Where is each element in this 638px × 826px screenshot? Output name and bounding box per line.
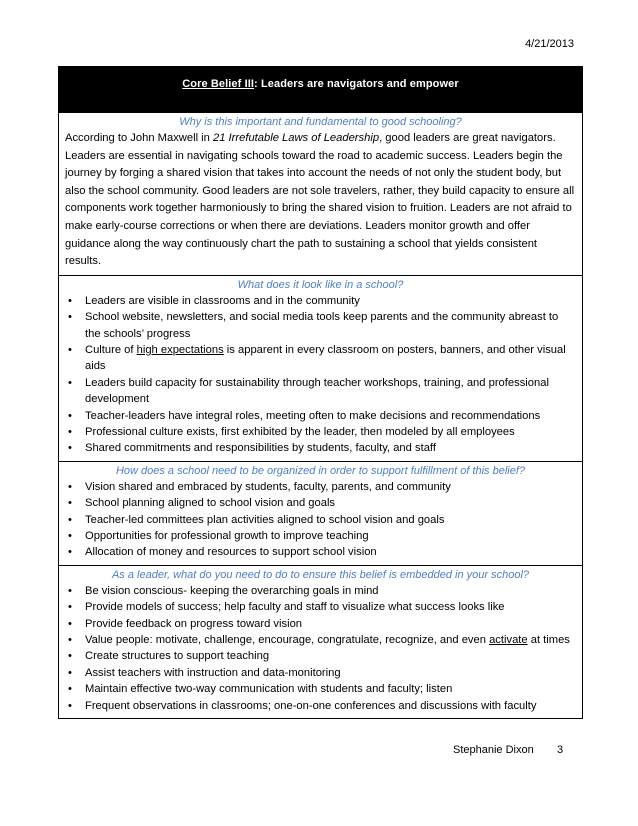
list-item bbox=[65, 632, 576, 648]
bullet-icon: • bbox=[68, 426, 72, 438]
bullet-icon: • bbox=[68, 634, 72, 647]
list-item-text: Teacher-led committees plan activities aligned to school vision and goals bbox=[85, 513, 445, 526]
para-text-rest: , good leaders are great navigators. Leaders are essential in navigating schools toward the road to academic success. Leaders begin the journey by forging a shared vision that takes into account the needs of not only the student body, but also the school community. Good leaders are not sole travelers, rather, they build capacity to ensure all components work together harmoniously to bring the shared vision to fruition. Leaders are not afraid to make early-course corrections or when there are deviations. Leaders monitor growth and offer guidance along the way continuously chart the path to sustaining a school that yields consistent results. bbox=[65, 132, 575, 268]
bullet-icon: • bbox=[68, 601, 72, 614]
section-look-like bbox=[59, 275, 582, 461]
list-item-text: School planning aligned to school vision and goals bbox=[85, 497, 336, 510]
list-item bbox=[65, 495, 576, 511]
bullet-icon: • bbox=[68, 546, 72, 559]
high-expectations-link[interactable]: high expectations bbox=[136, 343, 224, 356]
list-item bbox=[65, 479, 576, 495]
organized-list bbox=[65, 479, 576, 561]
list-item bbox=[65, 616, 576, 632]
list-item bbox=[65, 512, 576, 528]
list-item bbox=[65, 424, 576, 440]
section-why bbox=[59, 113, 582, 275]
list-item bbox=[65, 698, 576, 714]
bullet-icon: • bbox=[68, 530, 72, 543]
bullet-icon: • bbox=[68, 442, 72, 455]
list-item bbox=[65, 293, 576, 309]
bullet-icon: • bbox=[68, 409, 72, 422]
list-item bbox=[65, 408, 576, 424]
list-item-text: Vision shared and embraced by students, faculty, parents, and community bbox=[85, 480, 451, 493]
list-item-text: Allocation of money and resources to support school vision bbox=[85, 546, 377, 559]
bullet-icon: • bbox=[68, 513, 72, 526]
list-item bbox=[65, 309, 576, 342]
section-heading-why: Why is this important and fundamental to good schooling? bbox=[179, 116, 462, 128]
footer-page-number: 3 bbox=[557, 744, 564, 756]
list-item-text: Leaders build capacity for sustainability through teacher workshops, training, and professional development bbox=[85, 376, 549, 406]
bullet-icon: • bbox=[68, 650, 72, 663]
header-date: 4/21/2013 bbox=[525, 38, 574, 50]
bullet-icon: • bbox=[68, 683, 72, 696]
list-item-text: School website, newsletters, and social media tools keep parents and the community abreast to the schools’ progress bbox=[85, 311, 559, 340]
bullet-icon: • bbox=[68, 584, 72, 597]
section-heading-look-like: What does it look like in a school? bbox=[237, 278, 404, 291]
list-item-text: Culture of bbox=[85, 343, 137, 356]
list-item-text: Leaders are visible in classrooms and in the community bbox=[85, 294, 360, 307]
list-item-text: Provide models of success; help faculty and staff to visualize what success looks like bbox=[85, 601, 505, 614]
bullet-icon: • bbox=[68, 343, 72, 356]
book-title: 21 Irrefutable Laws of Leadership bbox=[213, 132, 380, 144]
section-heading-organized: How does a school need to be organized in order to support fulfillment of this belief? bbox=[115, 464, 526, 477]
list-item-text: Assist teachers with instruction and data-monitoring bbox=[85, 666, 341, 679]
bullet-icon: • bbox=[68, 294, 72, 307]
list-item-text: Provide feedback on progress toward vision bbox=[85, 617, 303, 630]
activate-link[interactable]: activate bbox=[489, 634, 528, 647]
list-item-text: Teacher-leaders have integral roles, meeting often to make decisions and recommendations bbox=[85, 409, 541, 422]
table-header-band bbox=[59, 67, 582, 113]
section-heading-leader-actions: As a leader, what do you need to do to ensure this belief is embedded in your school? bbox=[111, 568, 530, 581]
bullet-icon: • bbox=[68, 617, 72, 630]
list-item-text: Be vision conscious- keeping the overarching goals in mind bbox=[85, 584, 379, 597]
look-like-list bbox=[65, 293, 576, 457]
list-item-text: Professional culture exists, first exhibited by the leader, then modeled by all employees bbox=[85, 426, 515, 438]
para-text-start: According to John Maxwell in bbox=[65, 132, 213, 144]
list-item-text: is apparent in every classroom on posters, banners, and other visual aids bbox=[85, 343, 566, 373]
list-item-text: Value people: motivate, challenge, encourage, congratulate, recognize, and even bbox=[85, 634, 490, 647]
page-title bbox=[59, 78, 582, 90]
list-item-text: Frequent observations in classrooms; one-on-one conferences and discussions with faculty bbox=[85, 699, 537, 712]
list-item-text: Create structures to support teaching bbox=[85, 650, 270, 663]
section-leader-actions bbox=[59, 565, 582, 718]
list-item bbox=[65, 599, 576, 615]
list-item bbox=[65, 681, 576, 697]
list-item bbox=[65, 440, 576, 456]
list-item-text: at times bbox=[527, 634, 570, 647]
list-item-text: Opportunities for professional growth to improve teaching bbox=[85, 530, 369, 543]
bullet-icon: • bbox=[68, 480, 72, 493]
bullet-icon: • bbox=[68, 699, 72, 712]
list-item-text: Shared commitments and responsibilities by students, faculty, and staff bbox=[85, 442, 436, 455]
list-item bbox=[65, 665, 576, 681]
footer-author: Stephanie Dixon bbox=[453, 744, 534, 756]
why-paragraph bbox=[65, 130, 576, 271]
list-item-text: Maintain effective two-way communication with students and faculty; listen bbox=[85, 683, 453, 696]
title-rest: : Leaders are navigators and empower bbox=[254, 78, 459, 90]
section-organized bbox=[59, 461, 582, 565]
leader-actions-list bbox=[65, 583, 576, 714]
title-core-label: Core Belief III bbox=[182, 78, 255, 90]
bullet-icon: • bbox=[68, 666, 72, 679]
list-item bbox=[65, 528, 576, 544]
bullet-icon: • bbox=[68, 311, 72, 324]
list-item bbox=[65, 648, 576, 664]
bullet-icon: • bbox=[68, 376, 72, 389]
list-item bbox=[65, 375, 576, 408]
bullet-icon: • bbox=[68, 497, 72, 510]
list-item bbox=[65, 544, 576, 560]
list-item bbox=[65, 342, 576, 375]
list-item bbox=[65, 583, 576, 599]
core-belief-table bbox=[58, 66, 583, 719]
